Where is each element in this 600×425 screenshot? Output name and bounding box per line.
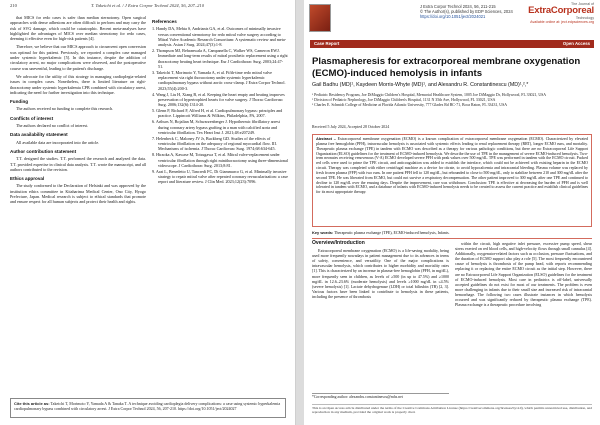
journal-header bbox=[304, 0, 600, 50]
section-text: The study conformed to the Declaration of Helsinki and was approved by the institution ethics committee in Kitaharima Medical Center, Ono City, Hyogo Prefecture, Japan. Medical research is subject to ethical standards that promote and ensure respect for all human subjects and protect their health and rights. bbox=[10, 183, 146, 205]
affiliations bbox=[312, 93, 592, 107]
paragraph: within the circuit, high negative inlet pressure, excessive pump speed, shear stress exerted on red blood cells, and high-velocity flows through small cannulas [4]. Additionally, oxygenator-related factors such as occlusion, pressure fluctuations, and the duration of ECMO support also play a role [5]. The most frequently encountered cause of hemolysis is thrombosis of the pump head, with reports recommending replacing it or replacing the entire ECMO circuit as the initial step. However, there are no Extracorporeal Life Support Organization (ELSO) guidelines for the treatment of ECMO-induced hemolysis. Most care in pediatrics is off-label, universally accepted guidelines do not exist for most of our treatments. The problem is even more challenging in infants due to their small size and increased risk of intracranial hemorrhage. The following two cases illustrate instances in which hemolysis occurred and was significantly reduced by therapeutic plasma exchange (TPE). Plasma exchange is a therapeutic procedure involving bbox=[455, 241, 592, 308]
intro-right-column bbox=[455, 241, 592, 309]
left-page bbox=[0, 0, 296, 425]
left-page-header bbox=[10, 3, 285, 13]
journal-doi-link[interactable]: https://doi.org/10.1051/ject/2024021 bbox=[420, 14, 486, 19]
reference-item: 8. Hiraoka A, Kawase M, Totsugawa T, et al. Mitral valve-replacement under ventricular fibrillation through right minithoracotomy using three-dimensional videoscope. J Cardiothorac Surg. 2013;8:81. bbox=[152, 152, 288, 168]
reference-item: 5. Glenn P, Richard F, Alfred H, et al. Cardiopulmonary bypass: principles and practice. Lippincott Williams & Wilkins, Philadelphia, PA, 2007. bbox=[152, 108, 283, 119]
keywords-label: Key words: bbox=[312, 230, 334, 235]
paragraph: Extracorporeal membrane oxygenation (ECMO) is a life-saving modality, being used more frequently nowadays in patient management due to its advances in terms of safety, convenience, and versatility. One of the major complications is intravascular hemolysis, which contributes to higher morbidity and mortality rates [1]. This is characterized by an increase in plasma-free hemoglobin (PFH, in mg/dL), more frequently seen in children, as levels of ≥500 (in up to 47.5%) and ≥1000 mg/dL in 12.6–23.6% (moderate hemolysis) and levels ≥1000 mg/dL in ≤4.5% (severe hemolysis) [1]. Lactate dehydrogenase (LDH) or total bilirubin (TB) [2, 3]. Various factors have been linked to contribute to hemolysis in these patients, including the presence of thrombosis bbox=[312, 248, 449, 299]
corresponding-author: *Corresponding author: alexandru.constantinescu@mhs.net bbox=[312, 393, 449, 399]
abstract-label: Abstract – bbox=[316, 136, 336, 141]
cite-text: Takeichi T, Morimoto Y, Yamada A & Tanaka T. A technique avoiding cardioplegia delivery complications: a case using systemic hyperkalemia cardiopulmonary bypass combined with circulatory arrest. J Extra Corpor Technol 2024, 56, 207-210. https://doi.org/10.1051/ject/2024027 bbox=[14, 401, 281, 411]
right-page bbox=[304, 0, 600, 425]
section-heading: Data availability statement bbox=[10, 132, 68, 138]
affiliation: ³ Charles E. Schmidt College of Medicine at Florida Atlantic University, 777 Glades Rd BC-71, Boca Raton, FL 33431, USA bbox=[312, 102, 508, 107]
journal-copyright: © The Author(s), published by EDP Sciences, 2024 bbox=[420, 9, 513, 14]
cite-this-article-box bbox=[10, 398, 286, 418]
article-type-bar bbox=[310, 40, 594, 48]
section-text: The authors declared no conflict of interest. bbox=[16, 123, 89, 129]
journal-cover-thumbnail bbox=[309, 4, 331, 32]
section-heading: Conflicts of interest bbox=[10, 115, 54, 121]
reference-item: 1. Handy DA, Mehta S, Andrianis GA, et al. Outcomes of minimally invasive versus conventional sternotomy for redo mitral valve surgery according to Mitral Valve Academic Research Consortium: A systematic review and meta-analysis. Asian J Surg. 2024;47(3):1-8. bbox=[152, 26, 287, 48]
reference-item: 3. Takeichi T, Morimoto Y, Yamada A, et al. Fifth-time redo mitral valve replacement via right thoracotomy under systemic hyperkalemic cardiopulmonary bypass without aortic cross-clamp. J Extra Corpor Technol. 2023;55(4):200-3. bbox=[152, 69, 286, 91]
page-gutter bbox=[296, 0, 304, 425]
section-text: The authors received no funding to complete this research. bbox=[16, 106, 114, 112]
case-report-label: Case Report bbox=[314, 41, 340, 46]
references-heading: References bbox=[152, 19, 177, 24]
section-text: T.T. designed the studies. T.T. performed the research and analyzed the data. T.T. provided expertise in clinical data analysis. T.T. wrote the manuscript, and all authors contributed to the revision. bbox=[10, 156, 146, 172]
keywords bbox=[312, 230, 592, 239]
reference-item: 6. Arthurs N, Bojalian M, Schwarzenberger J. Hypothermic fibrillatory arrest during coronary artery bypass grafting in a man with calcified aorta and ventricular fibrillation. Tex Heart Inst J. 2021;48:e207249. bbox=[152, 119, 280, 135]
section-heading: Funding bbox=[10, 99, 29, 105]
affiliation: ¹ Pediatric Residency Program, Joe DiMaggio Children's Hospital, Memorial Healthcare System, 1005 Joe DiMaggio Dr, Hollywood, FL 33021, USA bbox=[312, 93, 547, 97]
abstract-box bbox=[312, 134, 592, 227]
article-authors: Gail Badhu (MD)¹, Kaydeen Morris-Whyte (MD)¹, and Alexandru R. Constantinescu (MD)¹,²,* bbox=[312, 82, 529, 88]
journal-logo bbox=[520, 2, 594, 24]
section-heading: Ethics approval bbox=[10, 176, 45, 182]
journal-info bbox=[420, 4, 513, 19]
left-column bbox=[10, 15, 146, 208]
paragraph: Therefore, we believe that our MICS approach to circumvent open conversion was optimal for this patient. Previously, we reported a complex case managed under systemic hyperkalemic [5]. In this instance, despite the addition of circulatory arrest, no major complications were observed, and the postoperative course was uneventful, leading to the patient's discharge. bbox=[10, 44, 146, 71]
section-heading: Author contribution statement bbox=[10, 148, 77, 154]
left-running-title: T. Takeichi et al. / J Extra Corpor Technol 2024, 56, 207–210 bbox=[90, 3, 204, 8]
paragraph: We advocate for the utility of this strategy in managing cardioplegia-related issues in complex cases. Nonetheless, there is limited literature on right-thoracotomy under systemic hyperkalemia CPB combined with circulatory arrest, indicating the need for further investigation into this technique. bbox=[10, 73, 146, 95]
left-page-number: 210 bbox=[10, 3, 17, 8]
paragraph: that MICS for redo cases is safer than median sternotomy. Open surgical approaches with dense adhesions are often difficult to perform and may carry the risk of SVG damage, which could be catastrophic. Recent meta-analyses have highlighted the advantages of MICS over median sternotomy for redo cases, deeming it effective even for high-risk patients [4]. bbox=[10, 15, 146, 42]
references-column bbox=[152, 15, 288, 185]
journal-citation: J Extra Corpor Technol 2024, 56, 211-215 bbox=[420, 4, 496, 9]
affiliation: ² Division of Pediatric Nephrology, Joe DiMaggio Children's Hospital, 1131 N 35th Ave, Hollywood, FL 33021, USA bbox=[312, 97, 496, 102]
article-title: Plasmapheresis for extracorporeal membrane oxygenation (ECMO)-induced hemolysis in infants bbox=[312, 56, 581, 79]
reference-item: 2. Thompson MJ, Behranwala A, Campanella C, Walker WS, Cameron EWJ. Immediate and long-term results of mitral prosthetic replacement using a right thoracotomy beating heart technique. Eur J Cardiothorac Surg. 2003;24:47-51. bbox=[152, 48, 288, 69]
intro-left-column bbox=[312, 241, 449, 301]
received-accepted-dates: Received 5 July 2024, Accepted 28 October 2024 bbox=[312, 125, 390, 129]
logo-sub: Technology bbox=[575, 16, 594, 20]
logo-name: ExtraCorporeal bbox=[528, 5, 594, 16]
cite-label: Cite this article as: bbox=[14, 401, 50, 406]
reference-item: 7. Helenbeck C, Maloney JV Jr, Buckberg GD. Studies of the effects of ventricular fibrillation on the adequacy of regional myocardial flow. III. Mechanisms of ischemia. J Thorac Cardiovasc Surg. 1974;68:634-645. bbox=[152, 135, 277, 152]
abstract-text: Extracorporeal membrane oxygenation (ECMO) is a known complication of extracorporeal membrane oxygenation (ECMO). Characterized by elevated plasma free hemoglobin (PFH), intravascular hemolysis is associated with systemic effects leading to renal replacement therapy (RRT), longer ECMO runs, and mortality. Therapeutic plasma exchange (TPE) in tandem with ECMO was described as a therapy for various pathologic conditions, but there are no Extracorporeal Life Support Organization (ELSO) guidelines for the treatment of ECMO-induced hemolysis. We describe the use of TPE in the management of severe ECMO-induced hemolysis. Two-term neonates receiving venovenous (V-A) ECMO developed severe PFH with peak values over 500 mg/dL. TPE was performed in tandem with the ECMO circuit. Packed red cells were used to prime the TPE circuit, and anticoagulation was added to establish the interface, which could not be achieved with existing heparin in the ECMO circuit. Therapy was completed with either centrifugal machine as a device for citrate, to avoid hypocalcemia and intracranial bleeding. Plasma volume was replaced by fresh frozen plasma (FFP) with two runs. In one patient PFH fell to 120 mg/dL, but rebounded to close to 500 mg/dL, only to stabilize between 210 and 300 mg/dL after the second TPE. He was liberated from ECMO, but could not survive a respiratory decompensation. The other patient improved to 300 mg/dL after one TPE and continued to decline to 120 mg/dL over the ensuing days. Despite the improvement, care was withdrawn. Conclusion: TPE is effective at decreasing the burden of PFH and is well tolerated in tandem with ECMO, and a database of infants with ECMO-induced hemolysis needs to be created to assess the current practice and establish clinical guidelines for its most appropriate therapy. bbox=[316, 136, 589, 195]
logo-top-text: The Journal of bbox=[571, 2, 594, 6]
section-text: All available data are incorporated into the article. bbox=[16, 139, 100, 145]
reference-item: 9. Arai L, Benedetto U, Tancredi FC, Di Giammarco G, et al. Minimally invasive strategy to repair mitral valve after repeated coronary revascularization: a case report and literature review. J Clin Med. 2023;12(23):7096. bbox=[152, 168, 288, 185]
reference-item: 4. Wang J, Liu H, Xiang B, et al. Keeping the heart empty and beating improves preservation of hypertrophied hearts for valve surgery. J Thorac Cardiovasc Surg. 2006;132(6):1314-20. bbox=[152, 91, 285, 108]
open-access-label: Open Access bbox=[562, 41, 590, 46]
keywords-text: Therapeutic plasma exchange (TPE), ECMO-induced hemolysis, Infants. bbox=[334, 230, 450, 235]
license-footer: This is an Open Access article distributed under the terms of the Creative Commons Attribution License (https://creativecommons.org/licenses/by/4.0), which permits unrestricted use, distribution, and reproduction in any medium, provided the original work is properly cited. bbox=[312, 406, 592, 415]
intro-heading: Overview/Introduction bbox=[312, 240, 365, 246]
logo-url[interactable]: Available online at: ject.edpsciences.org bbox=[530, 20, 594, 24]
